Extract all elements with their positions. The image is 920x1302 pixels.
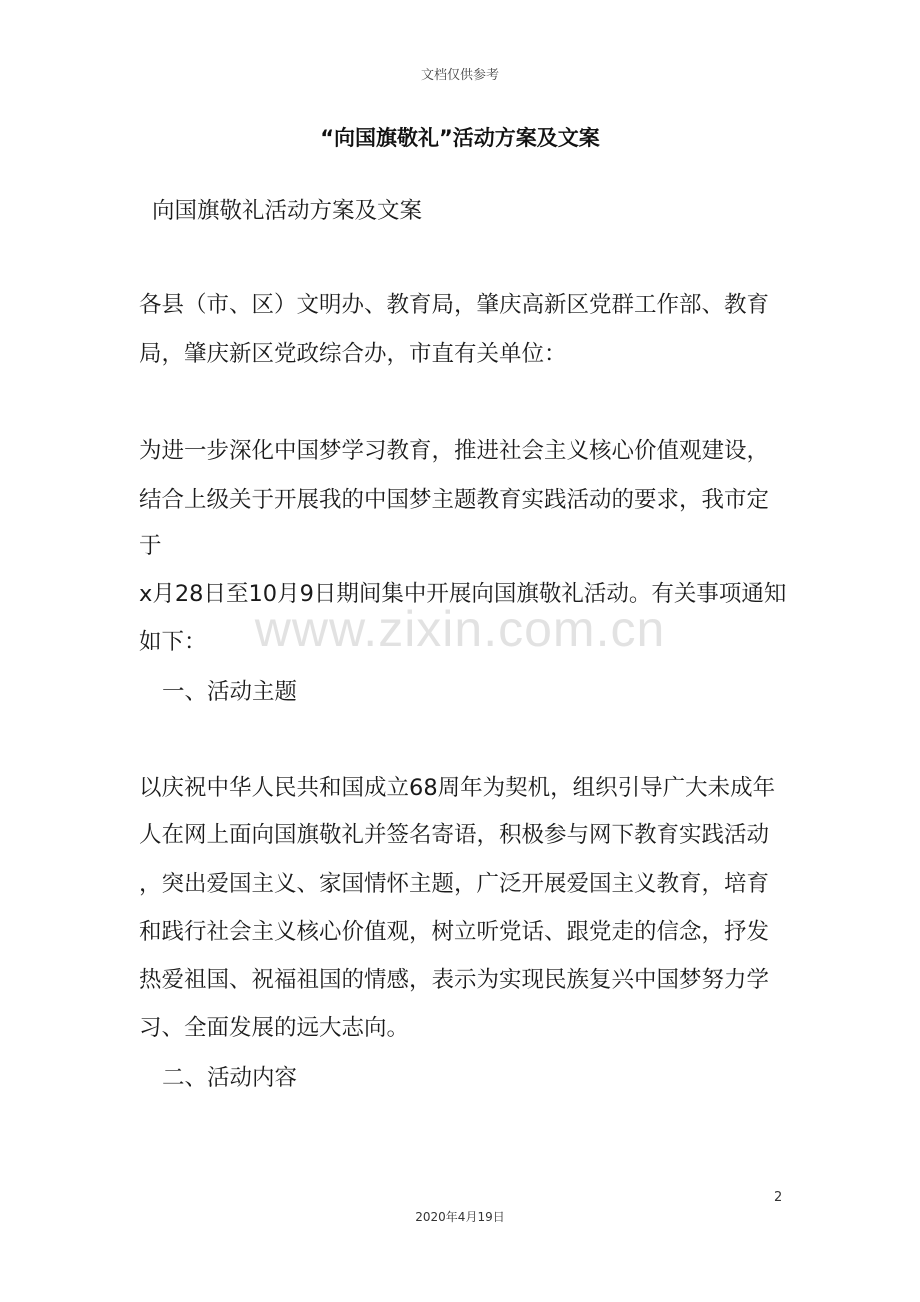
paragraph-line: 习、全面发展的远大志向。	[139, 1015, 410, 1041]
paragraph-line: 人在网上面向国旗敬礼并签名寄语，积极参与网下教育实践活动	[139, 822, 770, 848]
paragraph-line: ，突出爱国主义、家国情怀主题，广泛开展爱国主义教育，培育	[139, 871, 770, 897]
paragraph-line: 为进一步深化中国梦学习教育，推进社会主义核心价值观建设，	[139, 438, 770, 464]
paragraph-line: 于	[139, 533, 162, 559]
header-note: 文档仅供参考	[420, 68, 499, 83]
paragraph-line: 局，肇庆新区党政综合办，市直有关单位：	[139, 341, 567, 367]
paragraph-line: 如下：	[139, 629, 207, 655]
section-heading-theme: 一、活动主题	[162, 679, 298, 705]
paragraph-line: 各县（市、区）文明办、教育局，肇庆高新区党群工作部、教育	[139, 292, 770, 318]
subtitle: 向国旗敬礼活动方案及文案	[152, 198, 423, 224]
section-heading-content: 二、活动内容	[162, 1065, 298, 1091]
watermark: www.zixin.com.cn	[254, 601, 666, 657]
paragraph-line: 和践行社会主义核心价值观，树立听党话、跟党走的信念，抒发	[139, 919, 770, 945]
paragraph-line: 以庆祝中华人民共和国成立68周年为契机，组织引导广大未成年	[139, 775, 776, 801]
page-number: 2	[774, 1190, 783, 1205]
paragraph-line: 结合上级关于开展我的中国梦主题教育实践活动的要求，我市定	[139, 487, 770, 513]
document-title: “向国旗敬礼”活动方案及文案	[320, 126, 600, 150]
paragraph-line: x月28日至10月9日期间集中开展向国旗敬礼活动。有关事项通知	[139, 581, 787, 607]
footer-date: 2020年4月19日	[415, 1210, 505, 1224]
paragraph-line: 热爱祖国、祝福祖国的情感，表示为实现民族复兴中国梦努力学	[139, 967, 770, 993]
